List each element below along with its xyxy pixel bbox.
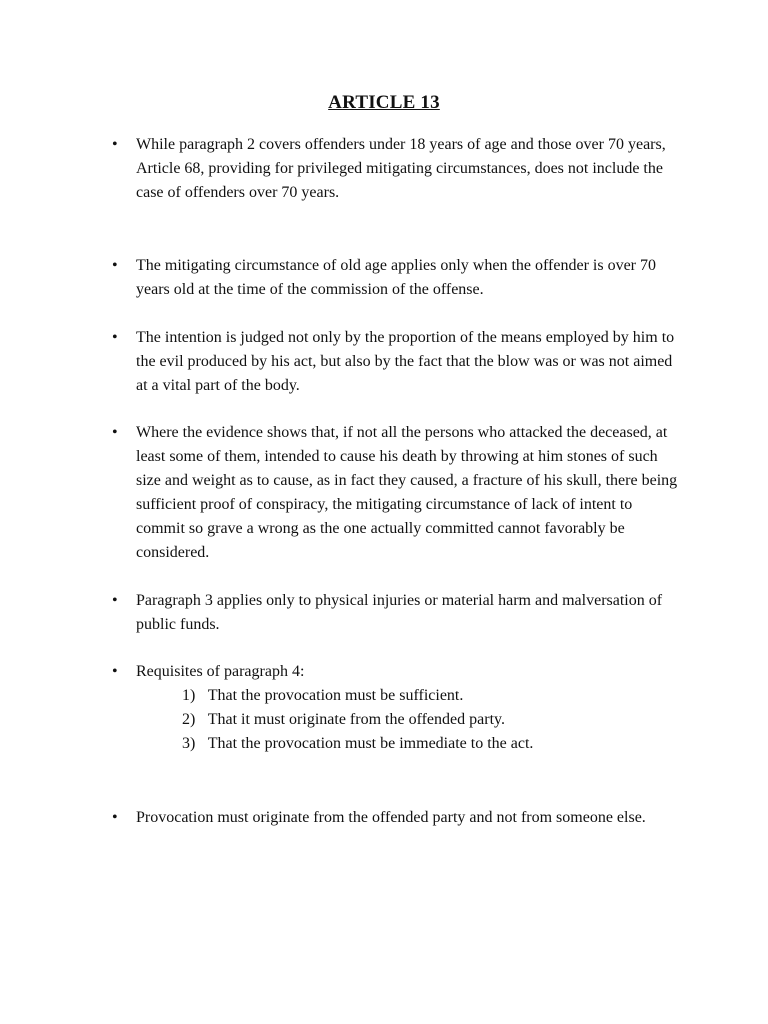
bullet-icon: • (112, 257, 118, 274)
list-item-text: Provocation must originate from the offended party and not from someone else. (136, 809, 646, 826)
list-item-text: Paragraph 3 applies only to physical injuries or material harm and malversation of public funds. (136, 592, 663, 633)
bullet-icon: • (112, 329, 118, 346)
list-item-text: The mitigating circumstance of old age applies only when the offender is over 70 years old at the time of the commission of the offense. (136, 257, 656, 298)
requisite-number: 1) (182, 687, 196, 704)
requisite-number: 3) (182, 735, 196, 752)
list-item-text: Where the evidence shows that, if not all the persons who attacked the deceased, at least some of them, intended to cause his death by throwing at him stones of such size and weight as to cause, as in fact they caused, a fracture of his skull, there being sufficient proof of conspiracy, the mitigating circumstance of lack of intent to commit so grave a wrong as the one actually committed cannot favorably be considered. (136, 424, 678, 561)
requisite-text: That it must originate from the offended party. (207, 711, 505, 728)
bullet-icon: • (112, 592, 118, 609)
requisite-text: That the provocation must be sufficient. (207, 687, 464, 704)
list-item-text: While paragraph 2 covers offenders under 18 years of age and those over 70 years, Article 68, providing for privileged mitigating circumstances, does not include the case of offenders over 70 years. (136, 136, 666, 201)
bullet-icon: • (112, 136, 118, 153)
page-title: ARTICLE 13 (328, 92, 440, 113)
bullet-icon: • (112, 809, 118, 826)
list-item-text: The intention is judged not only by the proportion of the means employed by him to the evil produced by his act, but also by the fact that the blow was or was not aimed at a vital part of the body. (136, 329, 675, 394)
list-item-text: Requisites of paragraph 4: (136, 663, 305, 680)
requisite-item (182, 732, 682, 756)
requisite-number: 2) (182, 711, 196, 728)
requisites-list (182, 684, 682, 756)
bullet-icon: • (112, 424, 118, 441)
requisite-text: That the provocation must be immediate to the act. (207, 735, 534, 752)
requisite-item (182, 708, 682, 732)
bullet-icon: • (112, 663, 118, 680)
requisite-item (182, 684, 682, 708)
